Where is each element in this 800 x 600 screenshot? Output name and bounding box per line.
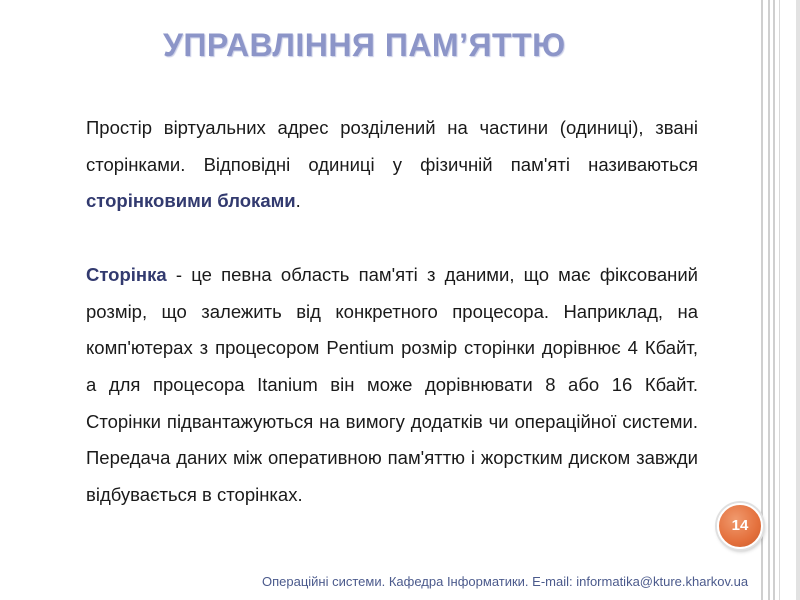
slide-body bbox=[86, 110, 698, 514]
paragraph-pages bbox=[86, 110, 698, 220]
frame-line bbox=[768, 0, 770, 600]
paragraph-text: . bbox=[295, 190, 301, 212]
frame-line bbox=[796, 0, 800, 600]
term-page: Сторінка bbox=[86, 263, 167, 285]
frame-line bbox=[773, 0, 775, 600]
paragraph-text: - це певна область пам'яті з даними, що має фіксований розмір, що залежить від конкретного процесора. Наприклад, на комп'ютерах з процесором Pentium розмір сторінки дорівнює 4 Кбайт, а для процесора Itanium він може дорівнювати 8 або 16 Кбайт. Сторінки підвантажуються на вимогу додатків чи операційної системи. Передача даних між оперативною пам'яттю і жорстким диском завжди відбувається в сторінках. bbox=[86, 263, 698, 506]
paragraph-text: Простір віртуальних адрес розділений на частини (одиниці), звані сторінками. Відповідні одиниці у фізичній пам'яті називаються bbox=[86, 117, 698, 175]
footer-text: Операційні системи. Кафедра Інформатики. E-mail: informatika@kture.kharkov.ua bbox=[262, 574, 749, 589]
slide-title: УПРАВЛІННЯ ПАМ’ЯТТЮ bbox=[163, 27, 566, 63]
paragraph-page-definition bbox=[86, 257, 698, 514]
term-page-frames: сторінковими блоками bbox=[86, 190, 296, 212]
frame-line bbox=[779, 0, 780, 600]
frame-line bbox=[761, 0, 763, 600]
page-number-badge: 14 bbox=[717, 503, 763, 549]
